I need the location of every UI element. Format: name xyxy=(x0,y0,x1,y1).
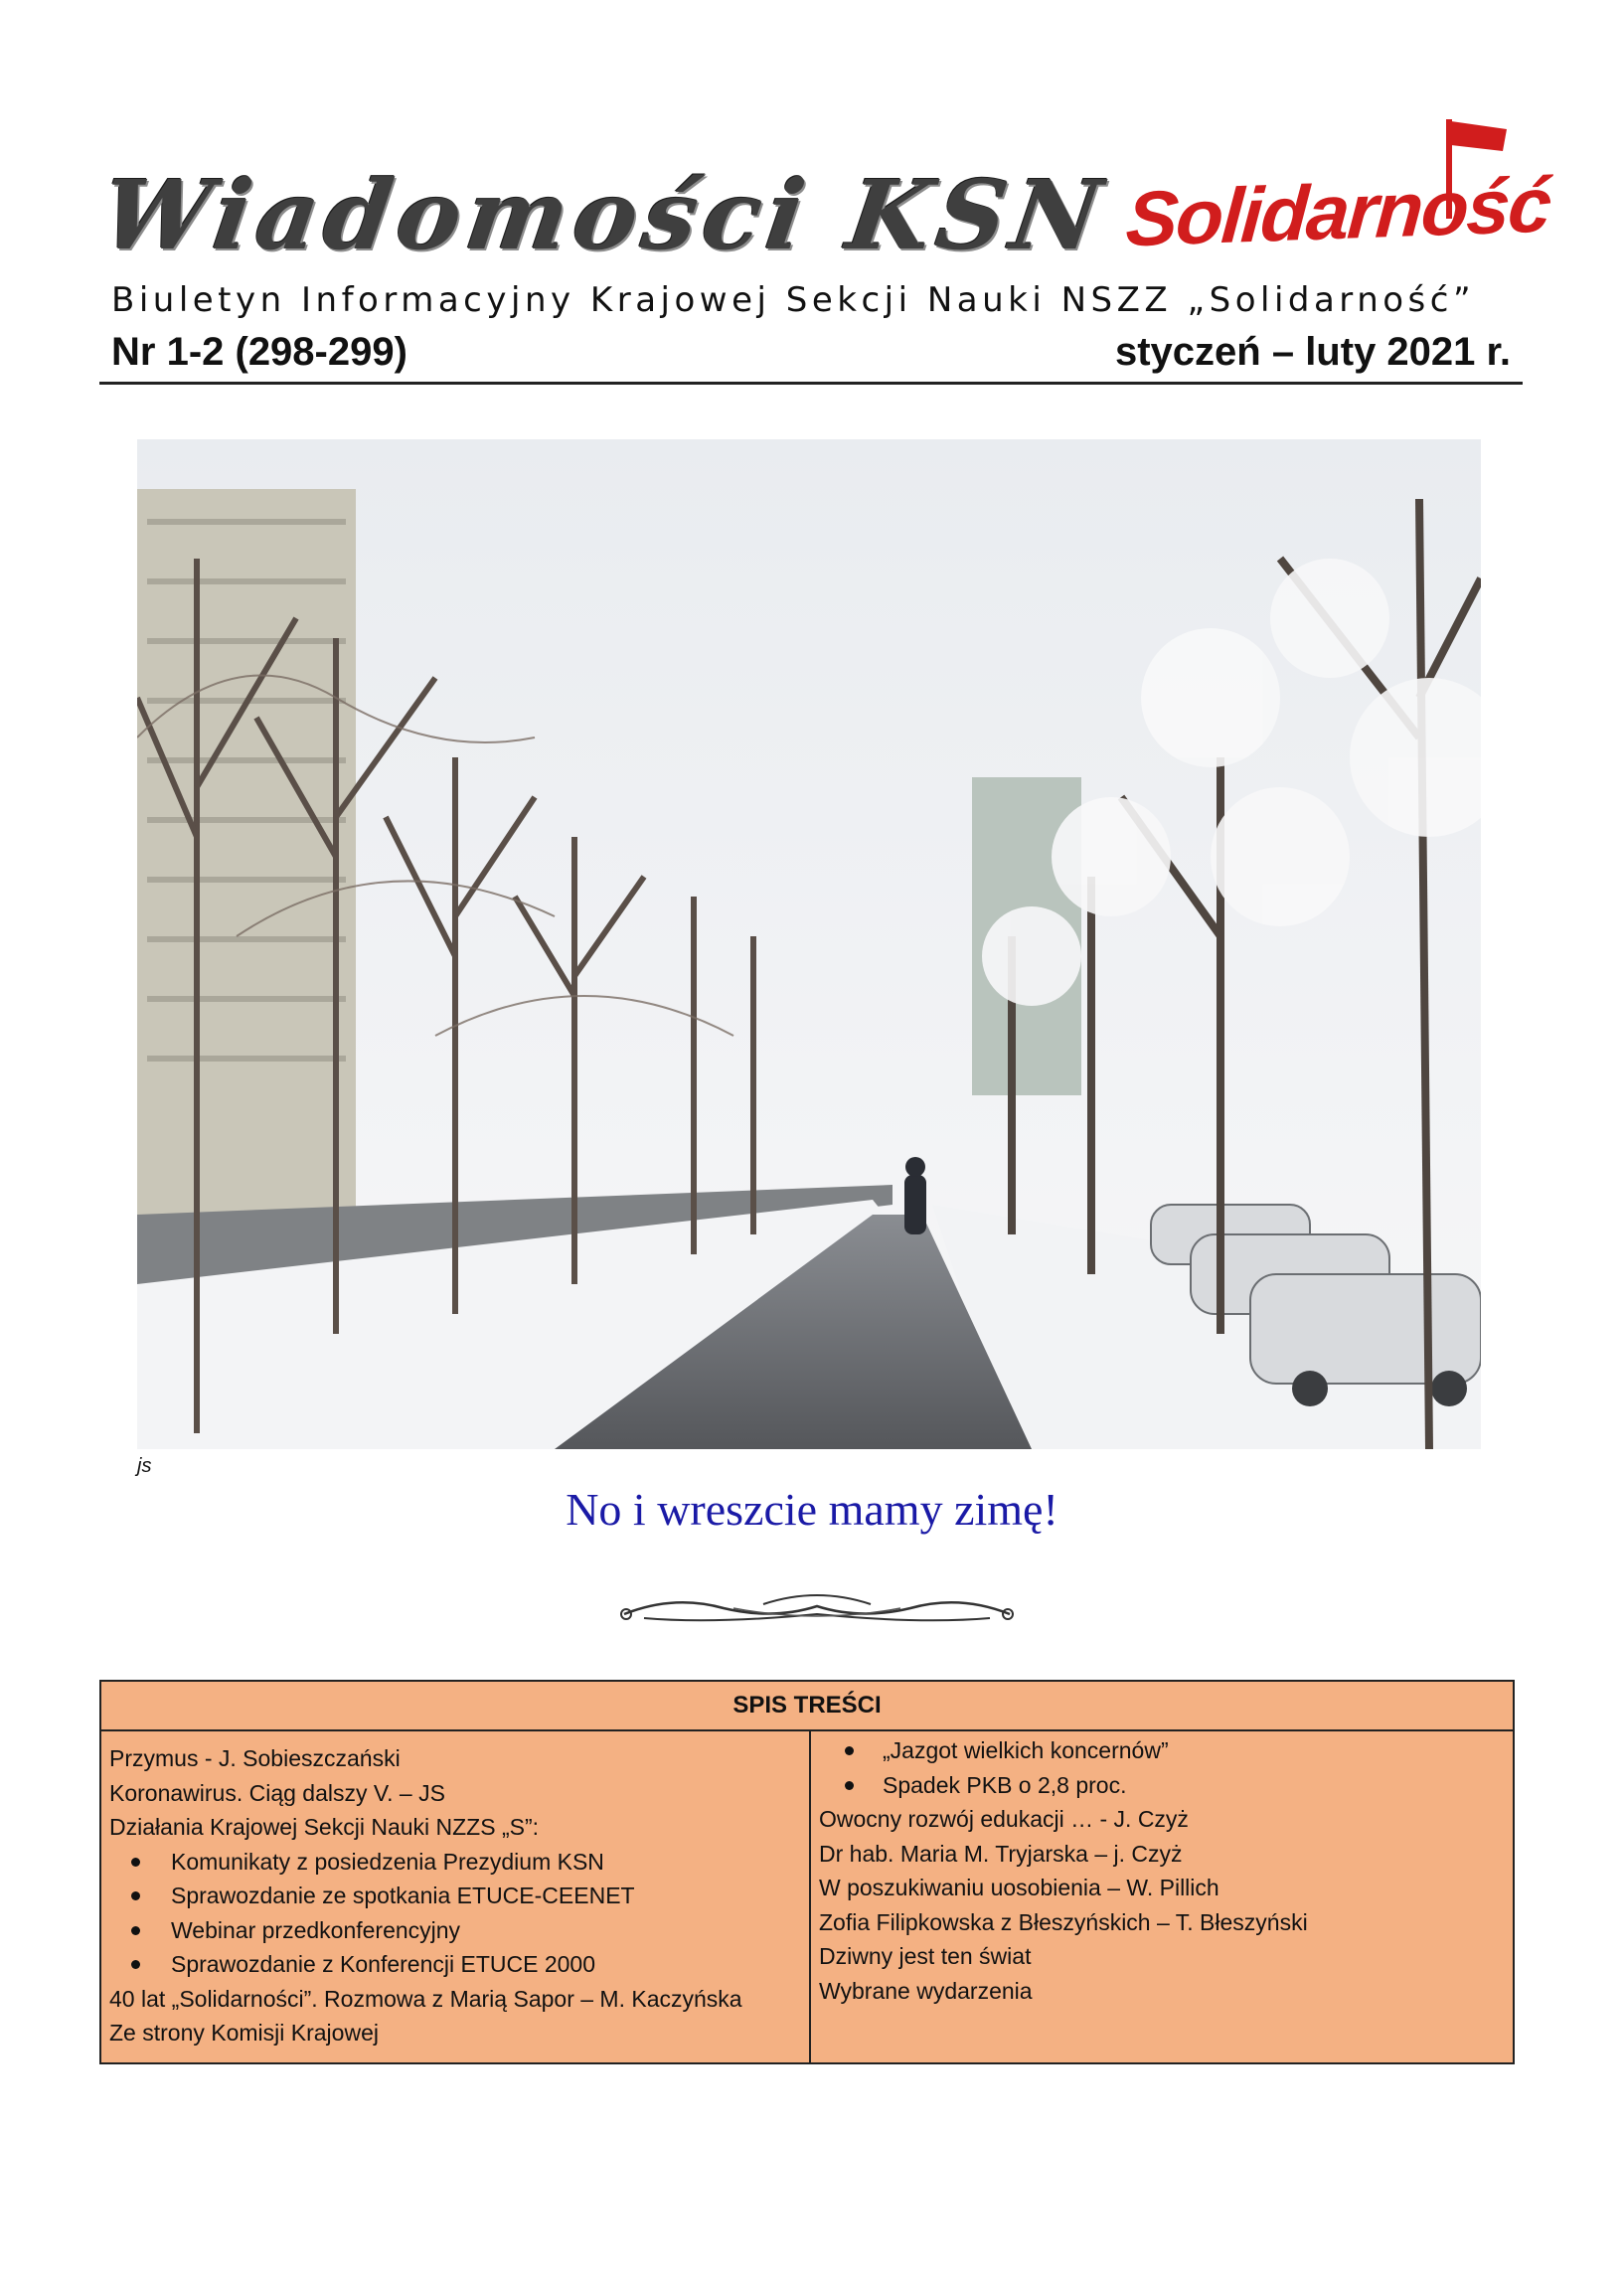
toc-heading: SPIS TREŚCI xyxy=(101,1682,1513,1731)
toc-item[interactable]: Zofia Filipkowska z Błeszyńskich – T. Błeszyński xyxy=(819,1908,1308,1935)
header-divider xyxy=(99,382,1523,385)
toc-item[interactable]: Ze strony Komisji Krajowej xyxy=(109,2020,379,2046)
bullet-icon xyxy=(131,1858,140,1867)
toc-item-label: Webinar przedkonferencyjny xyxy=(171,1916,461,1943)
solidarnosc-logo xyxy=(1117,111,1553,270)
toc-item[interactable]: Dziwny jest ten świat xyxy=(819,1943,1032,1969)
bullet-icon xyxy=(845,1781,854,1790)
toc-item-label: Sprawozdanie z Konferencji ETUCE 2000 xyxy=(171,1951,596,1977)
toc-bullet-item[interactable] xyxy=(109,1913,801,1948)
toc-bullet-item[interactable] xyxy=(109,1845,801,1880)
issue-row xyxy=(99,330,1523,382)
bullet-icon xyxy=(131,1891,140,1900)
toc-item[interactable]: W poszukiwaniu uosobienia – W. Pillich xyxy=(819,1875,1219,1900)
toc-item[interactable]: Koronawirus. Ciąg dalszy V. – JS xyxy=(109,1779,445,1806)
toc-item-label: Komunikaty z posiedzenia Prezydium KSN xyxy=(171,1848,604,1875)
toc-bullet-item[interactable] xyxy=(109,1947,801,1982)
toc-bullet-item[interactable] xyxy=(109,1879,801,1913)
toc-bullet-item[interactable] xyxy=(819,1768,1503,1803)
toc-item[interactable]: Owocny rozwój edukacji … - J. Czyż xyxy=(819,1806,1189,1832)
toc-item[interactable]: Przymus - J. Sobieszczański xyxy=(109,1745,401,1771)
toc-bullet-item[interactable] xyxy=(819,1733,1503,1768)
toc-item[interactable]: Wybrane wydarzenia xyxy=(819,1977,1033,2004)
winter-photo xyxy=(137,439,1481,1449)
toc-item[interactable]: Działania Krajowej Sekcji Nauki NZZS „S”: xyxy=(109,1814,540,1840)
bulletin-subtitle: Biuletyn Informacyjny Krajowej Sekcji Nauki NSZZ „Solidarność” xyxy=(111,280,1476,320)
toc-item-label: Spadek PKB o 2,8 proc. xyxy=(883,1771,1127,1798)
bullet-icon xyxy=(131,1960,140,1969)
bullet-icon xyxy=(131,1926,140,1935)
bulletin-title: Wiadomości KSN xyxy=(95,159,1114,271)
issue-date: styczeń – luty 2021 r. xyxy=(1114,330,1511,374)
toc-item[interactable]: Dr hab. Maria M. Tryjarska – j. Czyż xyxy=(819,1840,1183,1867)
photo-credit: js xyxy=(137,1455,152,1477)
table-of-contents xyxy=(99,1680,1515,2064)
toc-item-label: „Jazgot wielkich koncernów” xyxy=(883,1737,1169,1763)
solidarnosc-logo-text: Solidarność xyxy=(1123,160,1553,263)
photo-caption: No i wreszcie mamy zimę! xyxy=(566,1484,1058,1535)
toc-item[interactable]: 40 lat „Solidarności”. Rozmowa z Marią Sapor – M. Kaczyńska xyxy=(109,1985,742,2012)
toc-item-label: Sprawozdanie ze spotkania ETUCE-CEENET xyxy=(171,1883,635,1908)
ornament-divider-icon xyxy=(614,1584,1020,1632)
bullet-icon xyxy=(845,1746,854,1755)
toc-left-column xyxy=(101,1731,811,2062)
toc-right-column xyxy=(811,1731,1511,2062)
masthead xyxy=(95,111,1553,271)
issue-number: Nr 1-2 (298-299) xyxy=(111,330,407,374)
